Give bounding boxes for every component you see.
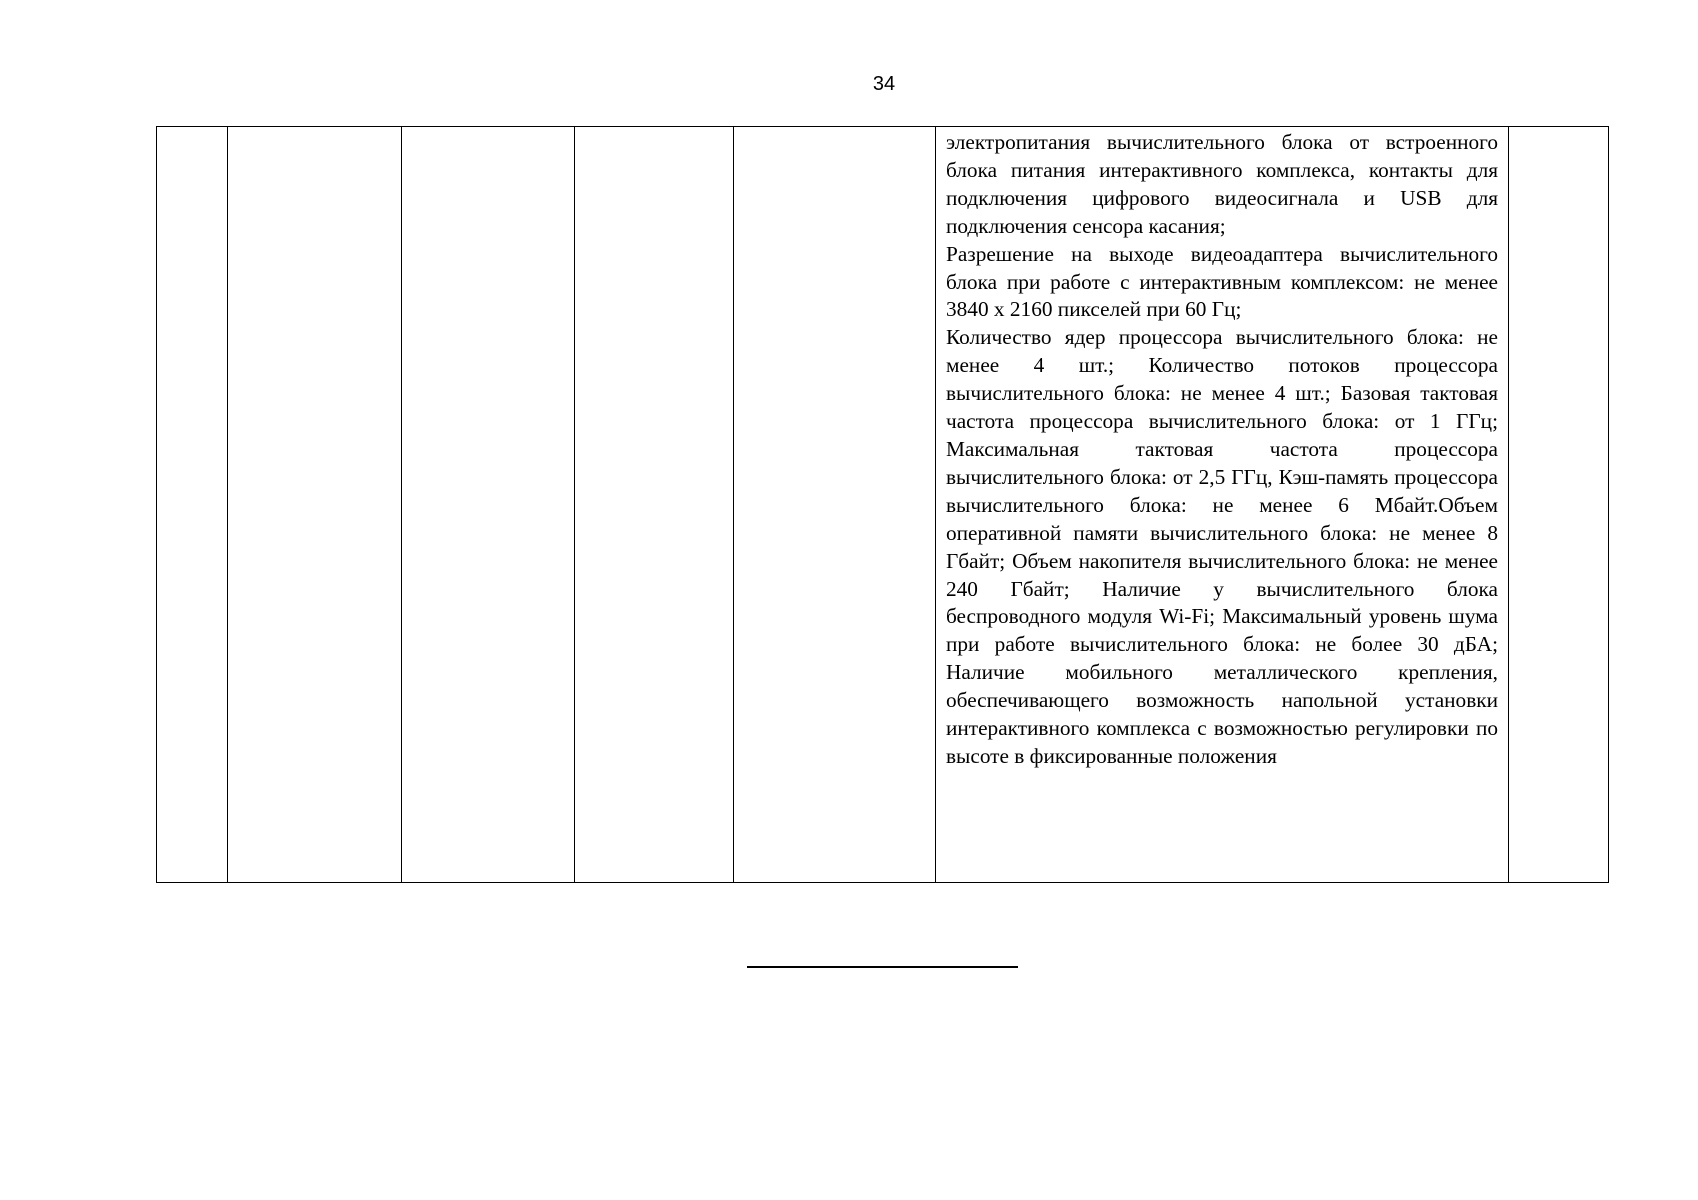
table-row [157,127,1609,883]
table-cell-specifications [936,127,1509,883]
specification-text [946,129,1498,771]
specification-table [156,126,1609,883]
spec-paragraph-power: электропитания вычислительного блока от встроенного блока питания интерактивного комплекса, контакты для подключения цифрового видеосигнала и USB для подключения сенсора касания; [946,130,1498,238]
table-cell-column-4 [575,127,734,883]
table-cell-column-5 [734,127,936,883]
table-cell-column-3 [402,127,575,883]
table-cell-last [1509,127,1609,883]
table-cell-number [157,127,228,883]
spec-paragraph-processor: Количество ядер процессора вычислительного блока: не менее 4 шт.; Количество потоков процессора вычислительного блока: не менее 4 шт.; Базовая тактовая частота процессора вычислительного блока: от 1 ГГц; Максимальная тактовая частота процессора вычислительного блока: от 2,5 ГГц, Кэш-память процессора вычислительного блока: не менее 6 Мбайт.Объем оперативной памяти вычислительного блока: не менее 8 Гбайт; Объем накопителя вычислительного блока: не менее 240 Гбайт; Наличие у вычислительного блока беспроводного модуля Wi-Fi; Максимальный уровень шума при работе вычислительного блока: не более 30 дБА; Наличие мобильного металлического крепления, обеспечивающего возможность напольной установки интерактивного комплекса с возможностью регулировки по высоте в фиксированные положения [946,325,1498,768]
footnote-divider [747,966,1018,968]
table-cell-name [228,127,402,883]
spec-paragraph-resolution: Разрешение на выходе видеоадаптера вычислительного блока при работе с интерактивным комплексом: не менее 3840 x 2160 пикселей при 60 Гц; [946,241,1498,322]
page-number: 34 [872,73,896,95]
